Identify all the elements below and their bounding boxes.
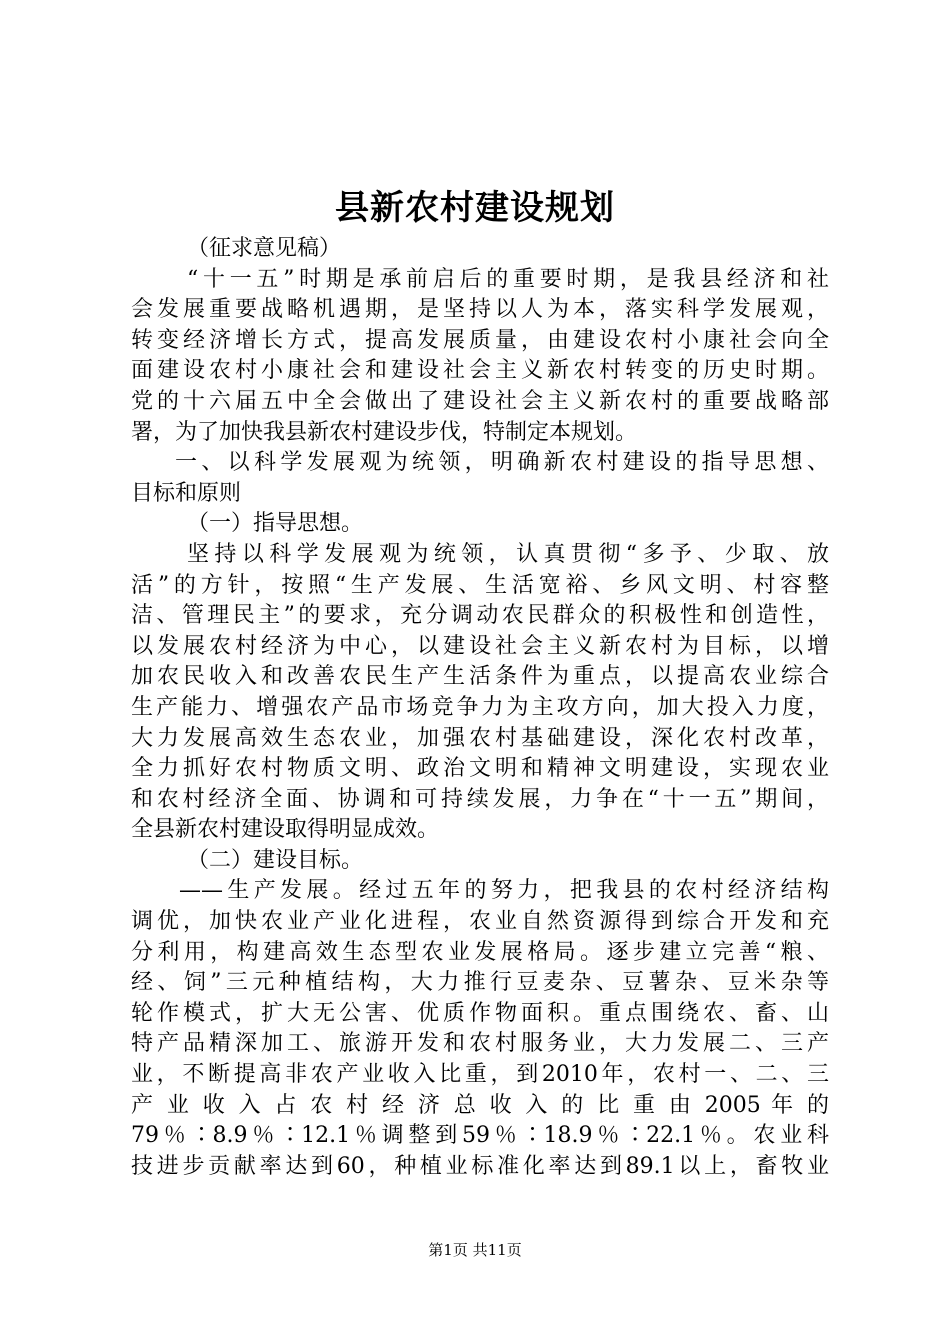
section-heading-line: 一、以科学发展观为统领，明确新农村建设的指导思想、 (175, 450, 829, 476)
paragraph-line: 转变经济增长方式，提高发展质量，由建设农村小康社会向全 (131, 327, 829, 353)
paragraph-line: 分利用，构建高效生态型农业发展格局。逐步建立完善“粮、 (131, 939, 829, 965)
paragraph-line: 署，为了加快我县新农村建设步伐，特制定本规划。 (131, 419, 638, 445)
page-footer: 第1页 共11页 (428, 1241, 522, 1259)
paragraph-line: 大力发展高效生态农业，加强农村基础建设，深化农村改革， (131, 725, 829, 751)
paragraph-line: 轮作模式，扩大无公害、优质作物面积。重点围绕农、畜、山 (131, 1000, 829, 1026)
paragraph-line: 生产能力、增强农产品市场竞争力为主攻方向，加大投入力度， (131, 694, 829, 720)
document-body (131, 234, 829, 1182)
paragraph-line: 会发展重要战略机遇期，是坚持以人为本，落实科学发展观， (131, 297, 829, 323)
paragraph-line: “十一五”时期是承前启后的重要时期，是我县经济和社 (187, 266, 829, 292)
paragraph-line: 以发展农村经济为中心，以建设社会主义新农村为目标，以增 (131, 633, 829, 659)
paragraph-line: 和农村经济全面、协调和可持续发展，力争在“十一五”期间， (131, 786, 829, 812)
subtitle-draft-note: （征求意见稿） (187, 236, 342, 261)
paragraph-line: 技进步贡献率达到60，种植业标准化率达到89.1以上，畜牧业 (131, 1153, 829, 1179)
paragraph-line: 党的十六届五中全会做出了建设社会主义新农村的重要战略部 (131, 388, 829, 414)
paragraph-line: 调优，加快农业产业化进程，农业自然资源得到综合开发和充 (131, 909, 829, 935)
paragraph-line: 加农民收入和改善农民生产生活条件为重点，以提高农业综合 (131, 664, 829, 690)
subsection-heading: （二）建设目标。 (187, 847, 364, 873)
paragraph-line: ——生产发展。经过五年的努力，把我县的农村经济结构 (179, 878, 829, 904)
paragraph-line: 经、饲”三元种植结构，大力推行豆麦杂、豆薯杂、豆米杂等 (131, 970, 829, 996)
paragraph-line: 面建设农村小康社会和建设社会主义新农村转变的历史时期。 (131, 358, 829, 384)
paragraph-line: 特产品精深加工、旅游开发和农村服务业，大力发展二、三产 (131, 1031, 829, 1057)
paragraph-line: 洁、管理民主”的要求，充分调动农民群众的积极性和创造性， (131, 603, 829, 629)
paragraph-line: 全县新农村建设取得明显成效。 (131, 817, 440, 843)
paragraph-line: 业，不断提高非农产业收入比重，到2010年，农村一、二、三 (131, 1062, 829, 1088)
document-title: 县新农村建设规划 (335, 188, 615, 228)
paragraph-line: 产 业 收 入 占 农 村 经 济 总 收 入 的 比 重 由 2005 年 的 (131, 1092, 829, 1118)
paragraph-line: 活”的方针，按照“生产发展、生活宽裕、乡风文明、村容整 (131, 572, 829, 598)
section-heading-line: 目标和原则 (131, 480, 242, 506)
paragraph-line: 79％∶8.9％∶12.1％调整到59％∶18.9％∶22.1％。农业科 (131, 1123, 829, 1149)
subsection-heading: （一）指导思想。 (187, 511, 364, 537)
paragraph-line: 全力抓好农村物质文明、政治文明和精神文明建设，实现农业 (131, 756, 829, 782)
paragraph-line: 坚持以科学发展观为统领，认真贯彻“多予、少取、放 (187, 541, 829, 567)
